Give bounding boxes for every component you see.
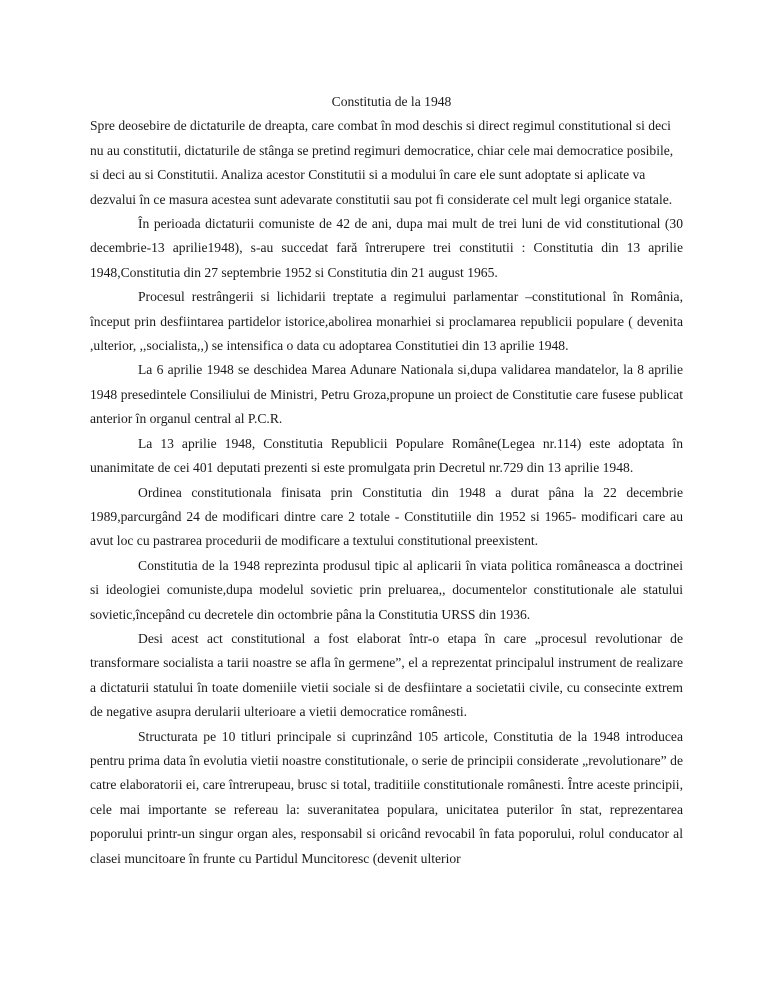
document-title: Constitutia de la 1948 xyxy=(331,94,452,109)
paragraph-3: Procesul restrângerii si lichidarii treptate a regimului parlamentar –constitutional în România, început prin desfiintarea partidelor istorice,abolirea monarhiei si proclamarea republicii populare ( devenita ,ulterior, ,,socialista,,) se intensifica o data cu adoptarea Constitutiei din 13 aprilie 1948. xyxy=(90,289,683,354)
paragraph-4: La 6 aprilie 1948 se deschidea Marea Adunare Nationala si,dupa validarea mandatelor, la 8 aprilie 1948 presedintele Consiliului de Ministri, Petru Groza,propune un proiect de Constitutie care fusese publicat anterior în organul central al P.C.R. xyxy=(90,362,683,427)
paragraph-2: În perioada dictaturii comuniste de 42 de ani, dupa mai mult de trei luni de vid constitutional (30 decembrie-13 aprilie1948), s-au succedat fară întrerupere trei constitutii : Constitutia din 13 aprilie 1948,Constitutia din 27 septembrie 1952 si Constitutia din 21 august 1965. xyxy=(90,216,683,280)
document-body xyxy=(90,90,683,871)
paragraph-9: Structurata pe 10 titluri principale si cuprinzând 105 articole, Constitutia de la 1948 introducea pentru prima data în evolutia vietii noastre constitutionale, o serie de principii considerate „revolutionare” de catre elaboratorii ei, care întrerupeau, brusc si total, traditiile constitutionale românesti. Între aceste principii, cele mai importante se refereau la: suveranitatea populara, unicitatea puterilor în stat, reprezentarea poporului printr-un singur organ ales, responsabil si oricând revocabil în fata poporului, rolul conducator al clasei muncitoare în frunte cu Partidul Muncitoresc (devenit ulterior xyxy=(90,728,683,866)
paragraph-8: Desi acest act constitutional a fost elaborat într-o etapa în care „procesul revolutionar de transformare socialista a tarii noastre se afla în germene”, el a reprezentat principalul instrument de realizare a dictaturii statului în toate domeniile vietii sociale si de desfiintare a societatii civile, cu consecinte extrem de negative asupra derularii ulterioare a vietii democratice românesti. xyxy=(90,630,683,720)
paragraph-1: Spre deosebire de dictaturile de dreapta, care combat în mod deschis si direct regimul constitutional si deci nu au constitutii, dictaturile de stânga se pretind regimuri democratice, chiar cele mai democratice posibile, si deci au si Constitutii. Analiza acestor Constitutii si a modului în care ele sunt adoptate si aplicate va dezvalui în ce masura acestea sunt adevarate constitutii sau pot fi considerate cel mult legi organice statale. xyxy=(90,118,674,207)
paragraph-6: Ordinea constitutionala finisata prin Constitutia din 1948 a durat pâna la 22 decembrie 1989,parcurgând 24 de modificari dintre care 2 totale - Constitutiile din 1952 si 1965- modificari care au avut loc cu pastrarea procedurii de modificare a textului constitutional preexistent. xyxy=(90,484,683,549)
paragraph-7: Constitutia de la 1948 reprezinta produsul tipic al aplicarii în viata politica româneasca a doctrinei si ideologiei comuniste,dupa modelul sovietic prin preluarea,, documentelor constitutionale ale statului sovietic,începând cu decretele din octombrie pâna la Constitutia URSS din 1936. xyxy=(90,557,683,622)
paragraph-5: La 13 aprilie 1948, Constitutia Republicii Populare Române(Legea nr.114) este adoptata în unanimitate de cei 401 deputati prezenti si este promulgata prin Decretul nr.729 din 13 aprilie 1948. xyxy=(90,435,683,476)
